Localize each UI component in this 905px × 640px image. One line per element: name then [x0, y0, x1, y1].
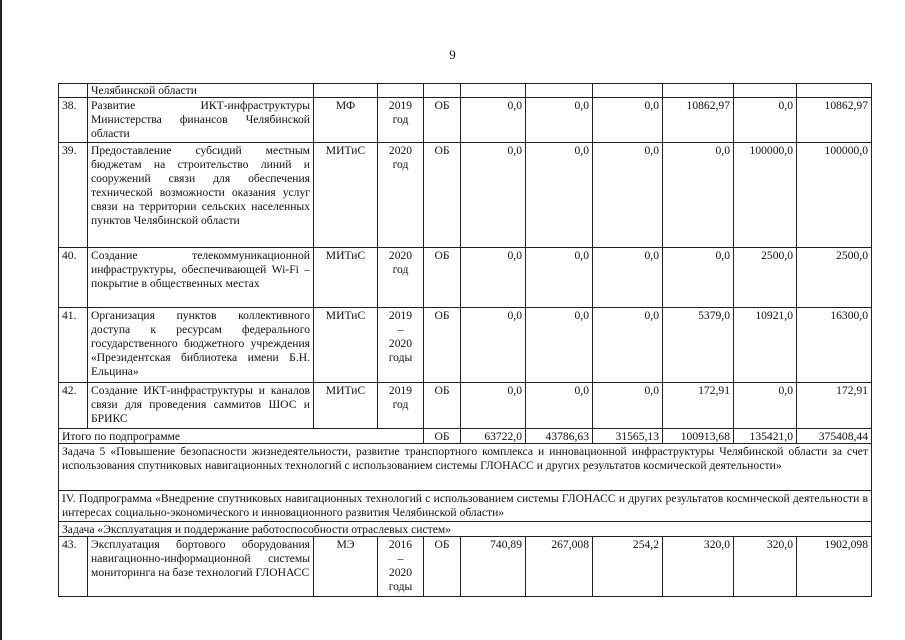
- table-row: [59, 143, 872, 248]
- value-cell: 0,0: [734, 383, 797, 429]
- period: 2020 год: [378, 143, 424, 248]
- section-row: [59, 491, 872, 522]
- value-cell: 740,89: [461, 537, 526, 597]
- row-number: 40.: [59, 248, 88, 308]
- value-cell: 0,0: [734, 98, 797, 143]
- table-row: [59, 248, 872, 308]
- value-cell: 0,0: [593, 98, 663, 143]
- continuation-text: Челябинской области: [88, 84, 314, 98]
- value-cell: 254,2: [593, 537, 663, 597]
- page-left-edge: [0, 0, 2, 640]
- value-cell: 5379,0: [663, 308, 734, 383]
- row-number: 41.: [59, 308, 88, 383]
- row-number: 43.: [59, 537, 88, 597]
- value-cell: 16300,0: [797, 308, 872, 383]
- row-number: 39.: [59, 143, 88, 248]
- row-number: 42.: [59, 383, 88, 429]
- value-cell: 0,0: [663, 248, 734, 308]
- page-number: 9: [449, 47, 456, 62]
- value-cell: 172,91: [797, 383, 872, 429]
- period: 2019 год: [378, 383, 424, 429]
- funding-source: ОБ: [424, 98, 461, 143]
- value-cell: 0,0: [593, 308, 663, 383]
- value-cell: 0,0: [526, 143, 593, 248]
- value-cell: 0,0: [593, 248, 663, 308]
- total-value-cell: 43786,63: [526, 429, 593, 444]
- value-cell: 320,0: [734, 537, 797, 597]
- value-cell: 10862,97: [663, 98, 734, 143]
- total-value-cell: 375408,44: [797, 429, 872, 444]
- value-cell: 0,0: [593, 383, 663, 429]
- value-cell: 100000,0: [734, 143, 797, 248]
- value-cell: 2500,0: [797, 248, 872, 308]
- table-row: [59, 98, 872, 143]
- task-5-heading: Задача 5 «Повышение безопасности жизнедеятельности, развитие транспортного комплекса и инновационной инфраструктуры Челябинской области за счет использования спутниковых навигационных технологий с использованием системы ГЛОНАСС и других результатов космической деятельности»: [59, 444, 872, 491]
- budget-table: [58, 83, 872, 597]
- funding-source: ОБ: [424, 537, 461, 597]
- value-cell: 0,0: [526, 383, 593, 429]
- measure-name: Эксплуатация бортового оборудования навигационно-информационной системы мониторинга на базе технологий ГЛОНАСС: [88, 537, 314, 597]
- funding-source: ОБ: [424, 383, 461, 429]
- section-row: [59, 522, 872, 537]
- total-label: Итого по подпрограмме: [59, 429, 424, 444]
- executor: МФ: [314, 98, 378, 143]
- measure-name: Создание телекоммуникационной инфраструктуры, обеспечивающей Wi-Fi – покрытие в общественных местах: [88, 248, 314, 308]
- measure-name: Развитие ИКТ-инфраструктуры Министерства финансов Челябинской области: [88, 98, 314, 143]
- task-exploitation-heading: Задача «Эксплуатация и поддержание работоспособности отраслевых систем»: [59, 522, 872, 537]
- value-cell: 0,0: [461, 383, 526, 429]
- value-cell: 1902,098: [797, 537, 872, 597]
- value-cell: 172,91: [663, 383, 734, 429]
- total-value-cell: 31565,13: [593, 429, 663, 444]
- row-number: 38.: [59, 98, 88, 143]
- period: 2016 – 2020 годы: [378, 537, 424, 597]
- value-cell: 0,0: [526, 248, 593, 308]
- period: 2019 год: [378, 98, 424, 143]
- value-cell: 100000,0: [797, 143, 872, 248]
- value-cell: 0,0: [663, 143, 734, 248]
- section-row: [59, 444, 872, 491]
- total-value-cell: 100913,68: [663, 429, 734, 444]
- value-cell: 267,008: [526, 537, 593, 597]
- executor: МИТиС: [314, 308, 378, 383]
- executor: МЭ: [314, 537, 378, 597]
- value-cell: 10862,97: [797, 98, 872, 143]
- table-row: [59, 537, 872, 597]
- table-row: [59, 308, 872, 383]
- executor: МИТиС: [314, 383, 378, 429]
- value-cell: 0,0: [461, 143, 526, 248]
- period: 2019 – 2020 годы: [378, 308, 424, 383]
- table-row: [59, 383, 872, 429]
- funding-source: ОБ: [424, 308, 461, 383]
- value-cell: 0,0: [593, 143, 663, 248]
- executor: МИТиС: [314, 143, 378, 248]
- value-cell: 320,0: [663, 537, 734, 597]
- measure-name: Создание ИКТ-инфраструктуры и каналов связи для проведения саммитов ШОС и БРИКС: [88, 383, 314, 429]
- subprogram-4-heading: IV. Подпрограмма «Внедрение спутниковых навигационных технологий с использованием системы ГЛОНАСС и других результатов космической деятельности в интересах социально-экономического и инновационного развития Челябинской области»: [59, 491, 872, 522]
- value-cell: 0,0: [461, 98, 526, 143]
- period: 2020 год: [378, 248, 424, 308]
- value-cell: 10921,0: [734, 308, 797, 383]
- funding-source: ОБ: [424, 143, 461, 248]
- executor: МИТиС: [314, 248, 378, 308]
- total-value-cell: 135421,0: [734, 429, 797, 444]
- value-cell: 2500,0: [734, 248, 797, 308]
- funding-source: ОБ: [424, 429, 461, 444]
- value-cell: 0,0: [461, 308, 526, 383]
- funding-source: ОБ: [424, 248, 461, 308]
- value-cell: 0,0: [526, 98, 593, 143]
- total-row: [59, 429, 872, 444]
- value-cell: 0,0: [526, 308, 593, 383]
- measure-name: Организация пунктов коллективного доступа к ресурсам федерального государственного бюджетного учреждения «Президентская библиотека имени Б.Н. Ельцина»: [88, 308, 314, 383]
- continuation-row: [59, 84, 872, 98]
- measure-name: Предоставление субсидий местным бюджетам на строительство линий и сооружений связи для обеспечения технической возможности оказания услуг связи на территории сельских населенных пунктов Челябинской области: [88, 143, 314, 248]
- total-value-cell: 63722,0: [461, 429, 526, 444]
- value-cell: 0,0: [461, 248, 526, 308]
